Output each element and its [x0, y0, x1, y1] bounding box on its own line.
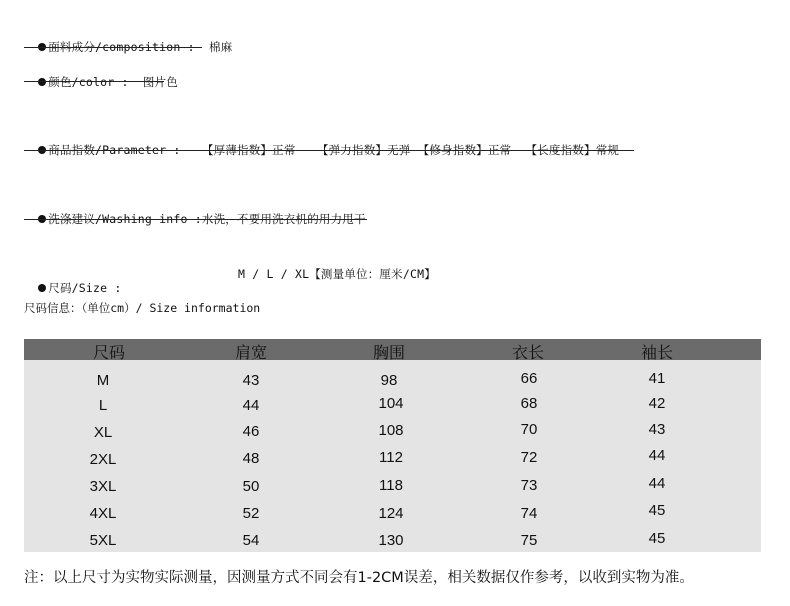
- composition-value: 棉麻: [209, 40, 233, 54]
- cell-shoulder: 54: [242, 532, 260, 549]
- cell-size: L: [98, 397, 108, 414]
- bullet-icon: [38, 284, 46, 292]
- cell-size: M: [96, 372, 110, 389]
- table-header: [24, 339, 761, 360]
- cell-chest: 98: [380, 372, 398, 389]
- size-info-title: 尺码信息：（单位cm）/ Size information: [24, 301, 261, 315]
- cell-shoulder: 43: [242, 372, 260, 389]
- divider: [24, 81, 164, 82]
- cell-length: 74: [520, 505, 538, 522]
- header-shoulder: 肩宽: [234, 345, 267, 362]
- header-size: 尺码: [92, 345, 125, 362]
- cell-sleeve: 41: [648, 370, 666, 387]
- cell-sleeve: 44: [648, 475, 666, 492]
- parameter-label: 商品指数/Parameter :: [48, 143, 181, 157]
- washing-label: 洗涤建议/Washing info :: [48, 212, 202, 226]
- header-length: 衣长: [511, 345, 544, 362]
- color-value: 图片色: [142, 75, 178, 89]
- parameter-thickness: 【厚薄指数】正常: [201, 143, 296, 157]
- divider: [24, 219, 367, 220]
- cell-sleeve: 44: [648, 447, 666, 464]
- cell-chest: 130: [378, 532, 404, 549]
- cell-shoulder: 50: [242, 478, 260, 495]
- cell-shoulder: 48: [242, 450, 260, 467]
- cell-length: 68: [520, 395, 538, 412]
- measurement-note: 注：以上尺寸为实物实际测量，因测量方式不同会有1-2CM误差，相关数据仅作参考，以收到实物为准。: [24, 570, 694, 586]
- size-label: 尺码/Size :: [48, 281, 122, 295]
- size-value: M / L / XL【测量单位：厘米/CM】: [238, 267, 436, 281]
- header-chest: 胸围: [372, 345, 405, 362]
- divider: [24, 47, 202, 48]
- cell-size: 5XL: [89, 532, 117, 549]
- divider: [24, 150, 634, 151]
- header-sleeve: 袖长: [640, 345, 673, 362]
- cell-length: 72: [520, 449, 538, 466]
- cell-chest: 104: [378, 395, 404, 412]
- parameter-length: 【长度指数】常规: [525, 143, 620, 157]
- cell-chest: 112: [379, 449, 403, 466]
- size-table: [24, 339, 761, 552]
- washing-value: 水洗，不要用洗衣机的用力甩干: [201, 212, 366, 226]
- cell-size: 4XL: [89, 505, 117, 522]
- washing-row: [24, 197, 366, 227]
- cell-shoulder: 46: [242, 423, 260, 440]
- cell-sleeve: 45: [648, 502, 666, 519]
- cell-length: 73: [520, 477, 538, 494]
- parameter-row: [24, 128, 619, 158]
- cell-chest: 118: [379, 477, 403, 494]
- cell-sleeve: 43: [648, 421, 666, 438]
- cell-size: XL: [93, 424, 113, 441]
- parameter-fit: 【修身指数】正常: [417, 143, 512, 157]
- composition-label: 面料成分/composition :: [48, 40, 195, 54]
- cell-length: 75: [520, 532, 538, 549]
- color-row: [24, 60, 178, 90]
- cell-length: 66: [520, 370, 538, 387]
- cell-sleeve: 45: [648, 530, 666, 547]
- cell-chest: 124: [378, 505, 404, 522]
- cell-sleeve: 42: [648, 395, 666, 412]
- color-label: 颜色/color :: [48, 75, 129, 89]
- cell-length: 70: [520, 421, 538, 438]
- cell-shoulder: 44: [242, 397, 260, 414]
- cell-size: 2XL: [89, 451, 117, 468]
- size-row: [24, 266, 122, 296]
- parameter-elasticity: 【弹力指数】无弹: [316, 143, 411, 157]
- cell-shoulder: 52: [242, 505, 260, 522]
- composition-row: [24, 25, 232, 55]
- cell-chest: 108: [378, 422, 404, 439]
- cell-size: 3XL: [89, 478, 117, 495]
- bullet-icon: [38, 78, 46, 86]
